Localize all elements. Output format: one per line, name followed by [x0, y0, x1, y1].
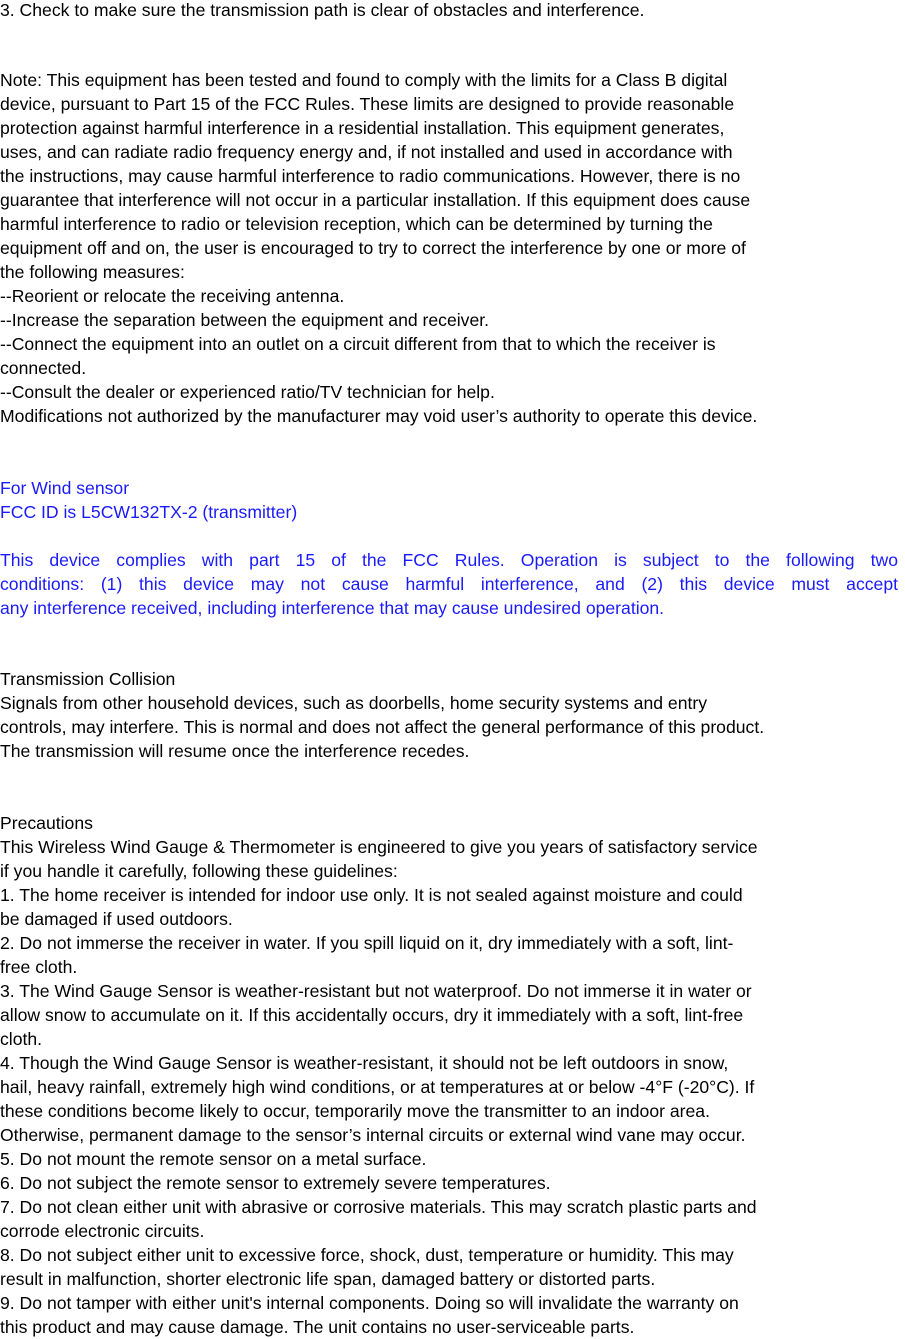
precautions-line: corrode electronic circuits.	[0, 1221, 205, 1241]
note-line: uses, and can radiate radio frequency energy and, if not installed and used in accordance with	[0, 142, 733, 162]
precautions-line: hail, heavy rainfall, extremely high wind conditions, or at temperatures at or below -4°F (-20°C). If	[0, 1077, 755, 1097]
precautions-line: result in malfunction, shorter electronic life span, damaged battery or distorted parts.	[0, 1269, 656, 1289]
precautions-line: 9. Do not tamper with either unit's internal components. Doing so will invalidate the warranty on	[0, 1293, 739, 1313]
collision-line: Signals from other household devices, such as doorbells, home security systems and entry	[0, 693, 708, 713]
note-line: --Increase the separation between the equipment and receiver.	[0, 310, 490, 330]
note-line: device, pursuant to Part 15 of the FCC Rules. These limits are designed to provide reasonable	[0, 94, 735, 114]
precautions-line: 6. Do not subject the remote sensor to extremely severe temperatures.	[0, 1173, 551, 1193]
note-line: the instructions, may cause harmful interference to radio communications. However, there is no	[0, 166, 741, 186]
fcc-statement-line: conditions: (1) this device may not cause harmful interference, and (2) this device must accept	[0, 574, 898, 594]
note-line: connected.	[0, 358, 87, 378]
note-line: Note: This equipment has been tested and found to comply with the limits for a Class B digital	[0, 70, 728, 90]
precautions-line: this product and may cause damage. The unit contains no user-serviceable parts.	[0, 1317, 635, 1337]
precautions-heading: Precautions	[0, 813, 93, 833]
note-line: protection against harmful interference in a residential installation. This equipment generates,	[0, 118, 725, 138]
fcc-statement-line: This device complies with part 15 of the FCC Rules. Operation is subject to the following two	[0, 550, 898, 570]
note-line: Modifications not authorized by the manufacturer may void user’s authority to operate this device.	[0, 406, 758, 426]
collision-line: The transmission will resume once the interference recedes.	[0, 741, 470, 761]
precautions-line: 8. Do not subject either unit to excessive force, shock, dust, temperature or humidity. This may	[0, 1245, 734, 1265]
precautions-line: 1. The home receiver is intended for indoor use only. It is not sealed against moisture and could	[0, 885, 743, 905]
fcc-heading: For Wind sensor	[0, 478, 130, 498]
note-line: --Consult the dealer or experienced ratio/TV technician for help.	[0, 382, 495, 402]
precautions-line: Otherwise, permanent damage to the sensor’s internal circuits or external wind vane may occur.	[0, 1125, 746, 1145]
collision-line: controls, may interfere. This is normal and does not affect the general performance of this product.	[0, 717, 765, 737]
precautions-line: 2. Do not immerse the receiver in water. If you spill liquid on it, dry immediately with a soft, lint-	[0, 933, 734, 953]
precautions-line: This Wireless Wind Gauge & Thermometer is engineered to give you years of satisfactory service	[0, 837, 758, 857]
intro-line: 3. Check to make sure the transmission path is clear of obstacles and interference.	[0, 0, 645, 20]
collision-heading: Transmission Collision	[0, 669, 176, 689]
precautions-line: allow snow to accumulate on it. If this accidentally occurs, dry it immediately with a soft, lint-free	[0, 1005, 744, 1025]
note-line: harmful interference to radio or television reception, which can be determined by turning the	[0, 214, 713, 234]
precautions-line: these conditions become likely to occur, temporarily move the transmitter to an indoor area.	[0, 1101, 710, 1121]
note-line: equipment off and on, the user is encouraged to try to correct the interference by one or more of	[0, 238, 746, 258]
precautions-line: 5. Do not mount the remote sensor on a metal surface.	[0, 1149, 427, 1169]
note-line: guarantee that interference will not occur in a particular installation. If this equipment does cause	[0, 190, 751, 210]
fcc-id: FCC ID is L5CW132TX-2 (transmitter)	[0, 502, 298, 522]
precautions-line: cloth.	[0, 1029, 43, 1049]
note-line: --Reorient or relocate the receiving antenna.	[0, 286, 345, 306]
precautions-line: 7. Do not clean either unit with abrasive or corrosive materials. This may scratch plastic parts and	[0, 1197, 757, 1217]
precautions-line: 3. The Wind Gauge Sensor is weather-resistant but not waterproof. Do not immerse it in water or	[0, 981, 752, 1001]
note-line: the following measures:	[0, 262, 185, 282]
precautions-line: 4. Though the Wind Gauge Sensor is weather-resistant, it should not be left outdoors in snow,	[0, 1053, 729, 1073]
precautions-line: if you handle it carefully, following these guidelines:	[0, 861, 398, 881]
note-line: --Connect the equipment into an outlet on a circuit different from that to which the receiver is	[0, 334, 716, 354]
precautions-line: be damaged if used outdoors.	[0, 909, 233, 929]
fcc-statement-line: any interference received, including interference that may cause undesired operation.	[0, 598, 665, 618]
precautions-line: free cloth.	[0, 957, 78, 977]
